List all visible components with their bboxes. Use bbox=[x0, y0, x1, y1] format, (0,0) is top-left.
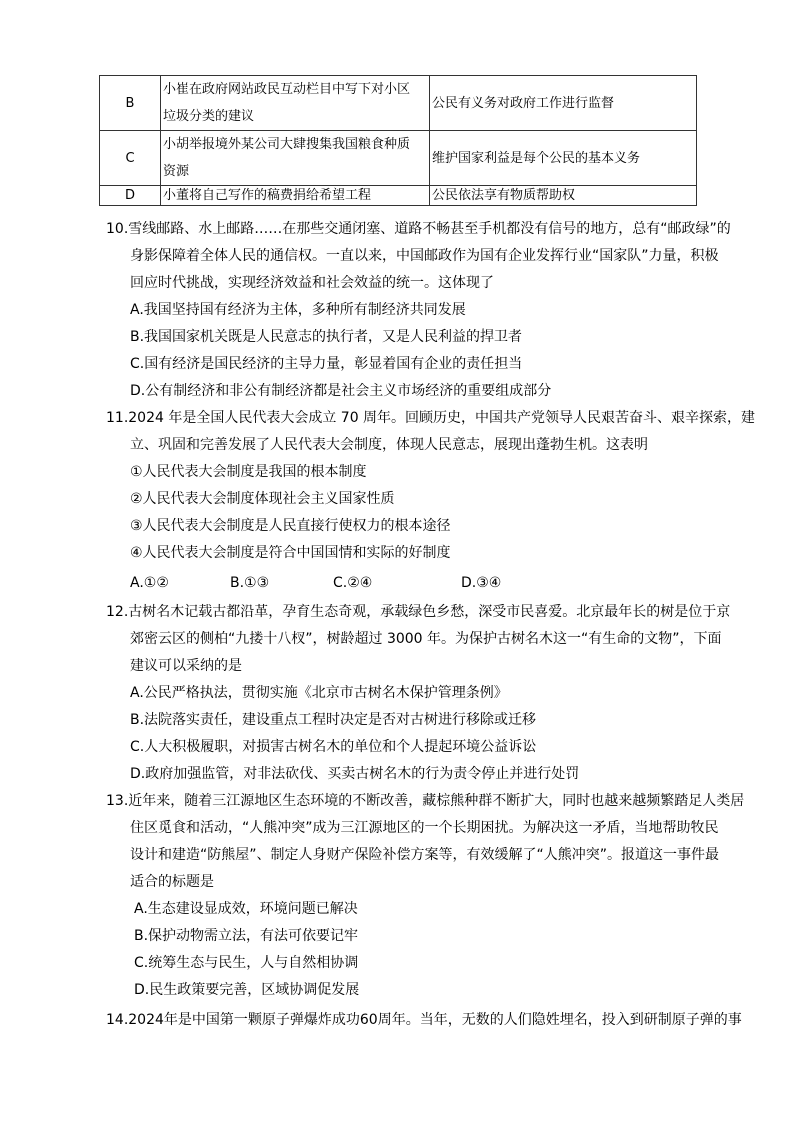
action-line: 垃圾分类的建议 bbox=[163, 109, 255, 124]
row-action bbox=[161, 131, 430, 186]
q12-stem-line: 建议可以采纳的是 bbox=[130, 658, 242, 674]
q11-choice-c: C.②④ bbox=[333, 575, 373, 591]
q13-stem-line: 适合的标题是 bbox=[130, 874, 214, 890]
action-line: 小崔在政府网站政民互动栏目中写下对小区 bbox=[163, 82, 411, 97]
action-line: 小董将自己写作的稿费捐给希望工程 bbox=[163, 188, 372, 203]
q12-option-d: D.政府加强监管，对非法砍伐、买卖古树名木的行为责令停止并进行处罚 bbox=[130, 766, 580, 782]
action-line: 小胡举报境外某公司大肆搜集我国粮食种质 bbox=[163, 137, 411, 152]
q11-item-2: ②人民代表大会制度体现社会主义国家性质 bbox=[130, 491, 395, 507]
q10-option-c: C.国有经济是国民经济的主导力量，彰显着国有企业的责任担当 bbox=[130, 356, 523, 372]
table-row bbox=[100, 186, 697, 206]
q12-stem-line: 12.古树名木记载古都沿革，孕育生态奇观，承载绿色乡愁，深受市民喜爱。北京最年长的树是位于京 bbox=[106, 604, 731, 620]
q11-item-4: ④人民代表大会制度是符合中国国情和实际的好制度 bbox=[130, 545, 451, 561]
q11-stem-line: 11.2024 年是全国人民代表大会成立 70 周年。回顾历史，中国共产党领导人民艰苦奋斗、艰辛探索，建 bbox=[106, 410, 756, 426]
q12-stem-line: 郊密云区的侧柏“九搂十八杈”，树龄超过 3000 年。为保护古树名木这一“有生命的文物”，下面 bbox=[130, 631, 722, 647]
row-reason: 公民有义务对政府工作进行监督 bbox=[430, 76, 697, 131]
q13-stem-line: 住区觅食和活动，“人熊冲突”成为三江源地区的一个长期困扰。为解决这一矛盾，当地帮助牧民 bbox=[130, 820, 719, 836]
row-action bbox=[161, 186, 430, 206]
q13-option-a: A.生态建设显成效，环境问题已解决 bbox=[134, 901, 358, 917]
q12-option-b: B.法院落实责任，建设重点工程时决定是否对古树进行移除或迁移 bbox=[130, 712, 537, 728]
row-reason: 维护国家利益是每个公民的基本义务 bbox=[430, 131, 697, 186]
q10-stem-line: 回应时代挑战，实现经济效益和社会效益的统一。这体现了 bbox=[130, 275, 494, 291]
q13-stem-line: 13.近年来，随着三江源地区生态环境的不断改善，藏棕熊种群不断扩大，同时也越来越频繁踏足人类居 bbox=[106, 793, 745, 809]
row-reason: 公民依法享有物质帮助权 bbox=[430, 186, 697, 206]
q10-option-d: D.公有制经济和非公有制经济都是社会主义市场经济的重要组成部分 bbox=[130, 383, 552, 399]
q12-option-a: A.公民严格执法，贯彻实施《北京市古树名木保护管理条例》 bbox=[130, 685, 508, 701]
q11-item-3: ③人民代表大会制度是人民直接行使权力的根本途径 bbox=[130, 518, 451, 534]
q10-stem-line: 身影保障着全体人民的通信权。一直以来，中国邮政作为国有企业发挥行业“国家队”力量，积极 bbox=[130, 248, 719, 264]
table-row bbox=[100, 131, 697, 186]
row-letter: D bbox=[100, 186, 161, 206]
q11-choice-b: B.①③ bbox=[230, 575, 270, 591]
action-line: 资源 bbox=[163, 164, 190, 179]
q11-choice-a: A.①② bbox=[130, 575, 169, 591]
options-table bbox=[99, 75, 697, 206]
row-action bbox=[161, 76, 430, 131]
q11-stem-line: 立、巩固和完善发展了人民代表大会制度，体现人民意志，展现出蓬勃生机。这表明 bbox=[130, 437, 648, 453]
q11-choice-d: D.③④ bbox=[461, 575, 502, 591]
row-letter: C bbox=[100, 131, 161, 186]
q13-option-b: B.保护动物需立法，有法可依要记牢 bbox=[134, 928, 359, 944]
q13-option-c: C.统筹生态与民生，人与自然相协调 bbox=[134, 955, 359, 971]
q14-stem-line: 14.2024年是中国第一颗原子弹爆炸成功60周年。当年，无数的人们隐姓埋名，投入到研制原子弹的事 bbox=[106, 1012, 742, 1028]
q12-option-c: C.人大积极履职，对损害古树名木的单位和个人提起环境公益诉讼 bbox=[130, 739, 537, 755]
q11-item-1: ①人民代表大会制度是我国的根本制度 bbox=[130, 464, 367, 480]
q13-stem-line: 设计和建造“防熊屋”、制定人身财产保险补偿方案等，有效缓解了“人熊冲突”。报道这一事件最 bbox=[130, 847, 720, 863]
q10-stem-line: 10.雪线邮路、水上邮路……在那些交通闭塞、道路不畅甚至手机都没有信号的地方，总有“邮政绿”的 bbox=[106, 221, 731, 237]
table-row bbox=[100, 76, 697, 131]
q10-option-a: A.我国坚持国有经济为主体，多种所有制经济共同发展 bbox=[130, 302, 466, 318]
q10-option-b: B.我国国家机关既是人民意志的执行者，又是人民利益的捍卫者 bbox=[130, 329, 523, 345]
row-letter: B bbox=[100, 76, 161, 131]
q13-option-d: D.民生政策要完善，区域协调促发展 bbox=[134, 982, 360, 998]
